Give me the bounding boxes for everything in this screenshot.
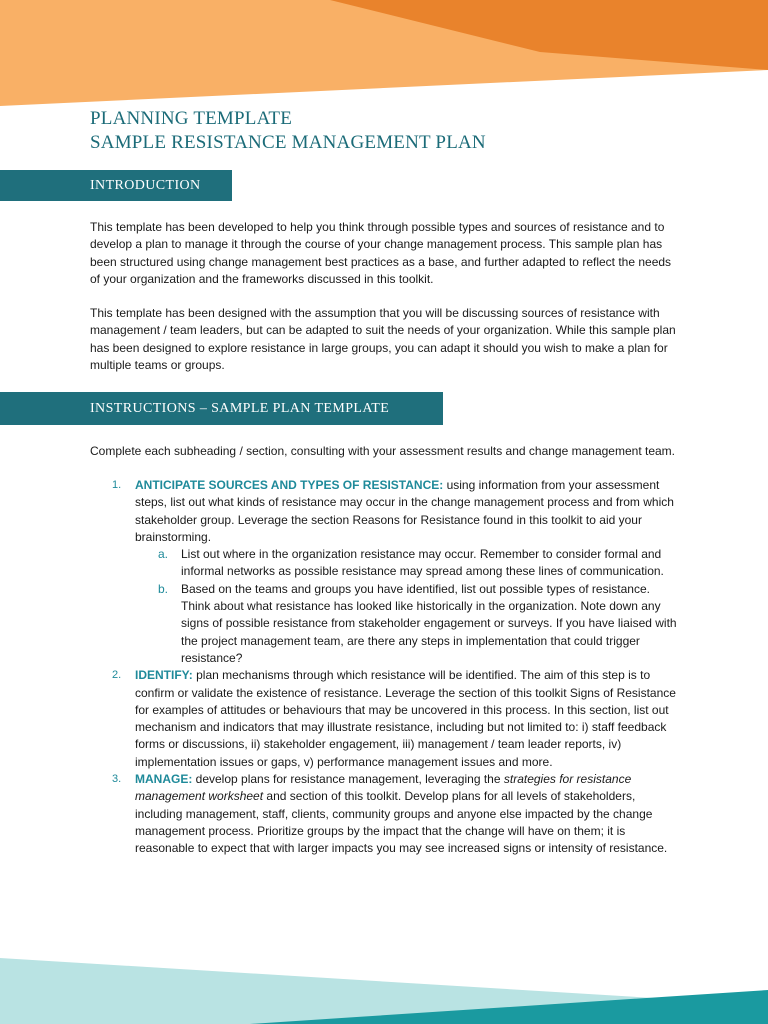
list-item-text-before: develop plans for resistance management, leveraging the [192,772,504,787]
list-item-text-italic: strategies for resistance management worksheet [135,772,632,804]
page-title [90,107,486,155]
instructions-heading: INSTRUCTIONS – SAMPLE PLAN TEMPLATE [90,400,390,416]
instructions-intro: Complete each subheading / section, consulting with your assessment results and change management team. [90,444,675,458]
list-item-text-after: and section of this toolkit. Develop plans for all levels of stakeholders, including management, staff, clients, community groups and anyone else impacted by the change management process. Prioritize groups by the impact that the change will have on them; it is reasonable to expect that with larger impacts you may see increased signs or intensity of resistance. [135,789,668,856]
introduction-heading-banner [0,170,232,201]
list-item [90,477,682,667]
instructions-heading-banner [0,392,443,425]
sub-list-item [90,581,682,667]
list-item [90,771,682,857]
list-item-number: 1. [112,479,122,491]
list-item-heading: IDENTIFY: [135,668,193,683]
intro-paragraph-1: This template has been developed to help you think through possible types and sources of resistance and to develop a plan to manage it through the course of your change management process. This sample plan has been structured using change management best practices as a base, and further adapted to reflect the needs of your organization and the frameworks discussed in this toolkit. [90,220,672,286]
sub-list-item [90,546,682,581]
sub-list-item-text: List out where in the organization resistance may occur. Remember to consider formal and informal networks as possible resistance may spread among these lines of communication. [181,547,664,579]
instructions-list [90,477,682,858]
title-line-1: PLANNING TEMPLATE [90,108,293,129]
list-item-text: plan mechanisms through which resistance will be identified. The aim of this step is to confirm or validate the existence of resistance. Leverage the section of this toolkit Signs of Resistance for examples of attitudes or behaviours that may be uncovered in this process. In this section, list out mechanism and indicators that may illustrate resistance, including but not limited to: i) staff feedback forms or discussions, ii) stakeholder engagement, iii) management / team leader reports, iv) implementation issues or gaps, v) performance management issues and more. [135,668,676,769]
list-item [90,667,682,771]
introduction-heading: INTRODUCTION [90,177,201,193]
sub-list-item-letter: b. [158,581,169,596]
list-item-number: 2. [112,669,122,682]
list-item-number: 3. [112,773,122,786]
intro-paragraph-2: This template has been designed with the assumption that you will be discussing sources of resistance with management / team leaders, but can be adapted to suit the needs of your organization. While this sample plan has been designed to explore resistance in large groups, you can adapt it should you wish to make a plan for multiple teams or groups. [90,306,676,372]
sub-list-item-text: Based on the teams and groups you have identified, list out possible types of resistance. Think about what resistance has looked like historically in the organization. Note down any signs of possible resistance from stakeholder engagement or surveys. If you have liaised with the project management team, are there any steps in implementation that could trigger resistance? [181,581,677,665]
list-item-heading: MANAGE: [135,772,193,787]
title-line-2: SAMPLE RESISTANCE MANAGEMENT PLAN [90,132,486,153]
list-item-text: using information from your assessment steps, list out what kinds of resistance may occur in the change management process and from which stakeholder group. Leverage the section Reasons for Resistance found in this toolkit to aid your brainstorming. [135,478,674,544]
list-item-heading: ANTICIPATE SOURCES AND TYPES OF RESISTANCE: [135,478,444,492]
sub-list-item-letter: a. [158,547,169,562]
